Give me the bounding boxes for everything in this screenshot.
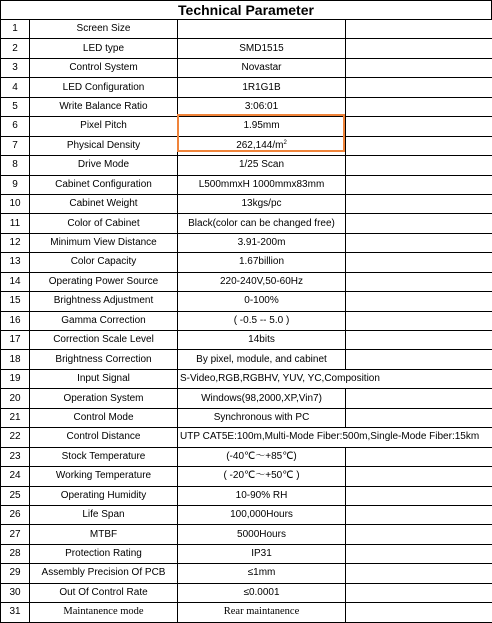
- empty-cell: [346, 408, 492, 427]
- parameter-name: Minimum View Distance: [30, 233, 178, 252]
- parameter-value: 3:06:01: [178, 97, 346, 116]
- empty-cell: [346, 78, 492, 97]
- table-row: [1, 175, 492, 194]
- empty-cell: [346, 505, 492, 524]
- parameter-value: By pixel, module, and cabinet: [178, 350, 346, 369]
- table-row: [1, 486, 492, 505]
- empty-cell: [346, 583, 492, 602]
- parameter-value: 13kgs/pc: [178, 194, 346, 213]
- row-number: 5: [1, 97, 30, 116]
- empty-cell: [346, 156, 492, 175]
- parameter-value: SMD1515: [178, 39, 346, 58]
- parameter-name: Color Capacity: [30, 253, 178, 272]
- empty-cell: [346, 292, 492, 311]
- parameter-value: 0-100%: [178, 292, 346, 311]
- row-number: 10: [1, 194, 30, 213]
- empty-cell: [346, 447, 492, 466]
- empty-cell: [346, 20, 492, 39]
- parameter-value: 220-240V,50-60Hz: [178, 272, 346, 291]
- empty-cell: [346, 253, 492, 272]
- table-row: [1, 292, 492, 311]
- row-number: 2: [1, 39, 30, 58]
- parameter-name: Control System: [30, 58, 178, 77]
- parameter-name: Cabinet Weight: [30, 194, 178, 213]
- table-row: [1, 117, 492, 136]
- parameter-value: L500mmxH 1000mmx83mm: [178, 175, 346, 194]
- empty-cell: [346, 350, 492, 369]
- parameter-name: Control Mode: [30, 408, 178, 427]
- table-row: [1, 272, 492, 291]
- parameter-name: Assembly Precision Of PCB: [30, 564, 178, 583]
- parameter-name: Correction Scale Level: [30, 331, 178, 350]
- parameter-value: 14bits: [178, 331, 346, 350]
- parameter-name: Stock Temperature: [30, 447, 178, 466]
- row-number: 1: [1, 20, 30, 39]
- parameter-value: [178, 20, 346, 39]
- value-text: 262,144/m: [236, 140, 283, 151]
- row-number: 29: [1, 564, 30, 583]
- parameter-name: Working Temperature: [30, 467, 178, 486]
- empty-cell: [346, 564, 492, 583]
- parameter-name: Drive Mode: [30, 156, 178, 175]
- empty-cell: [346, 175, 492, 194]
- table-row: [1, 564, 492, 583]
- parameter-value: IP31: [178, 544, 346, 563]
- parameter-name: Gamma Correction: [30, 311, 178, 330]
- row-number: 25: [1, 486, 30, 505]
- parameter-value: 3.91-200m: [178, 233, 346, 252]
- parameter-name: Protection Rating: [30, 544, 178, 563]
- row-number: 31: [1, 603, 30, 622]
- parameter-name: Operation System: [30, 389, 178, 408]
- row-number: 7: [1, 136, 30, 155]
- parameter-value: Novastar: [178, 58, 346, 77]
- row-number: 17: [1, 331, 30, 350]
- parameter-name: Pixel Pitch: [30, 117, 178, 136]
- row-number: 30: [1, 583, 30, 602]
- parameter-name: Operating Humidity: [30, 486, 178, 505]
- value-superscript: 2: [283, 140, 286, 146]
- table-row: [1, 428, 492, 447]
- row-number: 26: [1, 505, 30, 524]
- parameter-value: S-Video,RGB,RGBHV, YUV, YC,Composition: [178, 369, 492, 388]
- empty-cell: [346, 525, 492, 544]
- parameter-value: Synchronous with PC: [178, 408, 346, 427]
- empty-cell: [346, 272, 492, 291]
- row-number: 21: [1, 408, 30, 427]
- parameter-rows: [1, 20, 492, 623]
- parameter-value: 1R1G1B: [178, 78, 346, 97]
- parameter-value: 1/25 Scan: [178, 156, 346, 175]
- table-row: [1, 369, 492, 388]
- empty-cell: [346, 603, 492, 622]
- parameter-name: Input Signal: [30, 369, 178, 388]
- empty-cell: [346, 233, 492, 252]
- table-row: [1, 544, 492, 563]
- row-number: 6: [1, 117, 30, 136]
- table-row: [1, 408, 492, 427]
- row-number: 20: [1, 389, 30, 408]
- row-number: 12: [1, 233, 30, 252]
- table-row: [1, 39, 492, 58]
- table-row: [1, 78, 492, 97]
- parameter-value: 5000Hours: [178, 525, 346, 544]
- parameter-name: Brightness Correction: [30, 350, 178, 369]
- table-row: [1, 583, 492, 602]
- parameter-name: LED type: [30, 39, 178, 58]
- empty-cell: [346, 39, 492, 58]
- parameter-value: Rear maintanence: [178, 603, 346, 622]
- parameter-name: Out Of Control Rate: [30, 583, 178, 602]
- empty-cell: [346, 214, 492, 233]
- row-number: 3: [1, 58, 30, 77]
- parameter-value: ≤1mm: [178, 564, 346, 583]
- row-number: 9: [1, 175, 30, 194]
- row-number: 19: [1, 369, 30, 388]
- parameter-value: 100,000Hours: [178, 505, 346, 524]
- parameter-value: UTP CAT5E:100m,Multi-Mode Fiber:500m,Single-Mode Fiber:15km: [178, 428, 492, 447]
- empty-cell: [346, 311, 492, 330]
- row-number: 8: [1, 156, 30, 175]
- parameter-name: Life Span: [30, 505, 178, 524]
- row-number: 27: [1, 525, 30, 544]
- table-row: [1, 447, 492, 466]
- empty-cell: [346, 117, 492, 136]
- parameter-value: ( -20℃～+50℃ ): [178, 467, 346, 486]
- parameter-value: 1.95mm: [178, 117, 346, 136]
- table-title: Technical Parameter: [0, 0, 492, 20]
- parameter-name: Maintanence mode: [30, 603, 178, 622]
- row-number: 14: [1, 272, 30, 291]
- table-row: [1, 603, 492, 622]
- table-row: [1, 233, 492, 252]
- empty-cell: [346, 136, 492, 155]
- empty-cell: [346, 58, 492, 77]
- table-row: [1, 389, 492, 408]
- parameter-name: LED Configuration: [30, 78, 178, 97]
- table-row: [1, 467, 492, 486]
- table-row: [1, 331, 492, 350]
- parameter-value: [178, 136, 346, 155]
- parameter-name: Write Balance Ratio: [30, 97, 178, 116]
- table-row: [1, 156, 492, 175]
- table-row: [1, 136, 492, 155]
- row-number: 16: [1, 311, 30, 330]
- parameter-value: 1.67billion: [178, 253, 346, 272]
- table-row: [1, 97, 492, 116]
- parameter-name: Brightness Adjustment: [30, 292, 178, 311]
- parameter-name: Cabinet Configuration: [30, 175, 178, 194]
- table-row: [1, 311, 492, 330]
- row-number: 13: [1, 253, 30, 272]
- row-number: 22: [1, 428, 30, 447]
- parameter-value: ( -0.5 -- 5.0 ): [178, 311, 346, 330]
- row-number: 4: [1, 78, 30, 97]
- table-row: [1, 58, 492, 77]
- empty-cell: [346, 331, 492, 350]
- table-row: [1, 505, 492, 524]
- table-row: [1, 20, 492, 39]
- parameter-value: ≤0.0001: [178, 583, 346, 602]
- parameter-value: Windows(98,2000,XP,Vin7): [178, 389, 346, 408]
- parameter-value: 10-90% RH: [178, 486, 346, 505]
- row-number: 11: [1, 214, 30, 233]
- parameter-value: Black(color can be changed free): [178, 214, 346, 233]
- empty-cell: [346, 97, 492, 116]
- empty-cell: [346, 389, 492, 408]
- empty-cell: [346, 486, 492, 505]
- row-number: 28: [1, 544, 30, 563]
- parameter-table: [0, 19, 492, 623]
- table-row: [1, 350, 492, 369]
- parameter-name: MTBF: [30, 525, 178, 544]
- row-number: 23: [1, 447, 30, 466]
- empty-cell: [346, 544, 492, 563]
- parameter-name: Screen Size: [30, 20, 178, 39]
- row-number: 15: [1, 292, 30, 311]
- empty-cell: [346, 467, 492, 486]
- parameter-value: (-40℃～+85℃): [178, 447, 346, 466]
- table-row: [1, 214, 492, 233]
- table-row: [1, 253, 492, 272]
- empty-cell: [346, 194, 492, 213]
- parameter-name: Control Distance: [30, 428, 178, 447]
- parameter-name: Operating Power Source: [30, 272, 178, 291]
- row-number: 24: [1, 467, 30, 486]
- table-row: [1, 194, 492, 213]
- row-number: 18: [1, 350, 30, 369]
- parameter-name: Physical Density: [30, 136, 178, 155]
- table-row: [1, 525, 492, 544]
- parameter-name: Color of Cabinet: [30, 214, 178, 233]
